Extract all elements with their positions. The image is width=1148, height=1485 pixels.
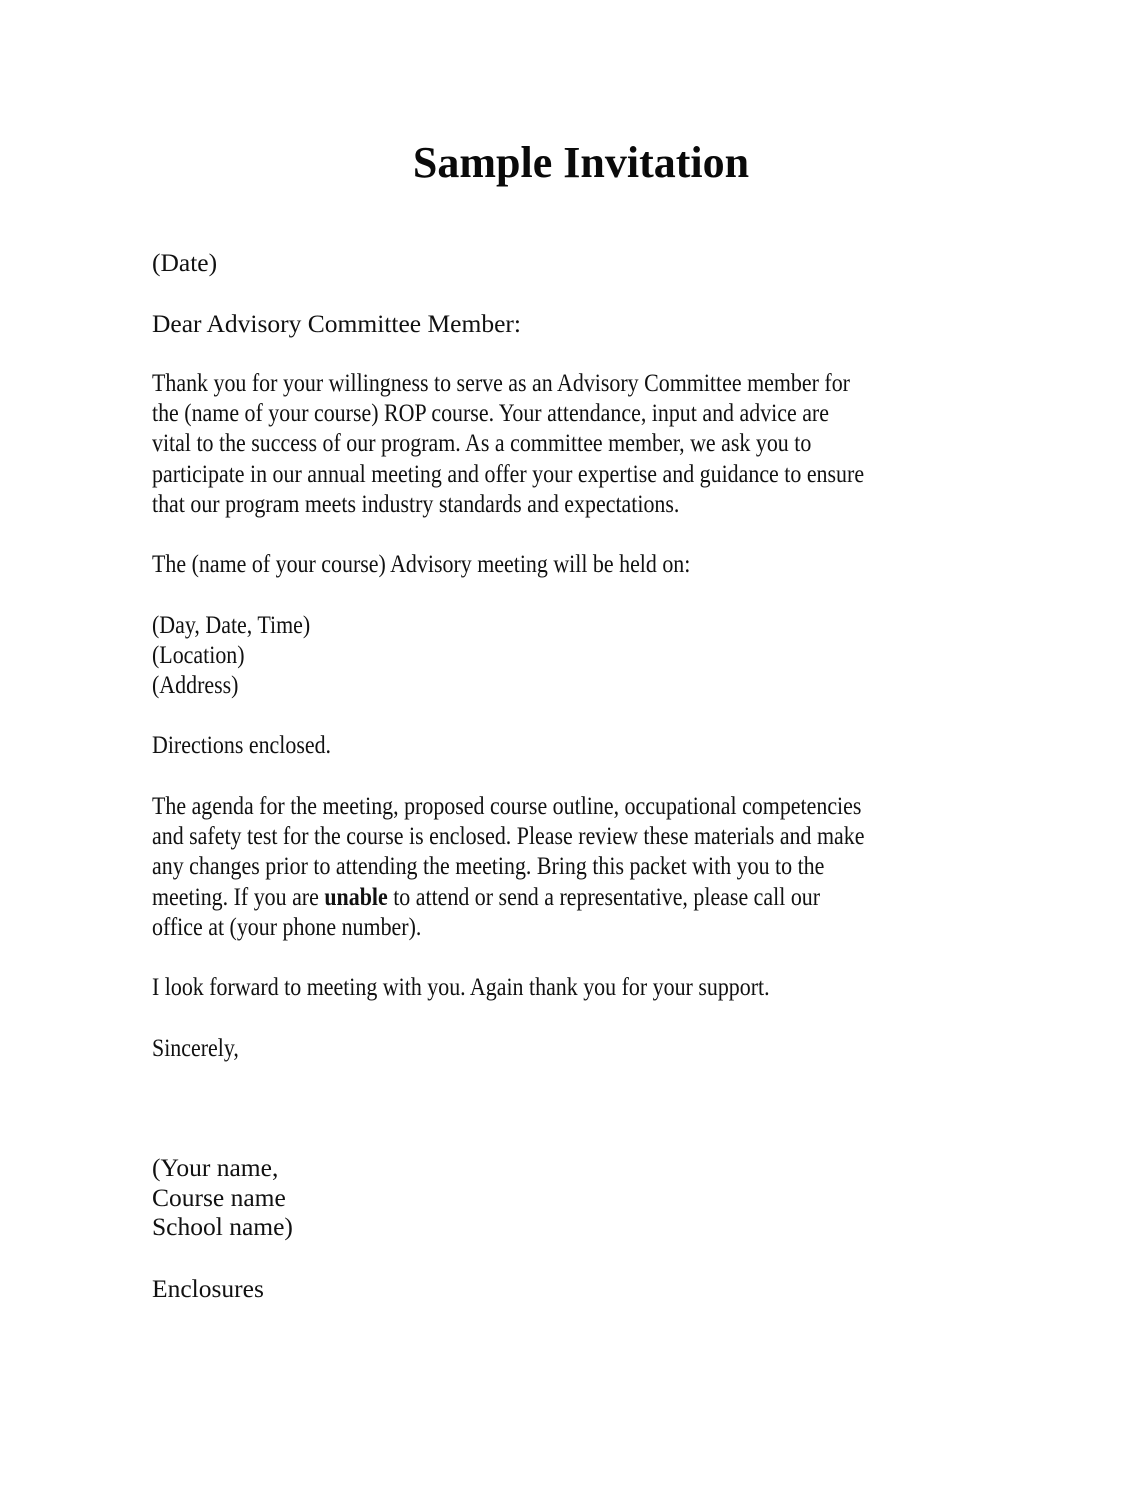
- directions: [152, 730, 360, 760]
- paragraph-line: The agenda for the meeting, proposed course outline, occupational competencies: [152, 791, 862, 820]
- paragraph-line: Thank you for your willingness to serve as an Advisory Committee member for: [152, 368, 850, 397]
- meeting-address: (Address): [152, 670, 239, 700]
- text-segment: to attend or send a representative, please call our: [387, 881, 821, 911]
- meeting-datetime: (Day, Date, Time): [152, 610, 311, 639]
- valediction: [152, 1033, 253, 1063]
- closing-line: [152, 972, 870, 1002]
- paragraph-line: any changes prior to attending the meeting. Bring this packet with you to the: [152, 851, 825, 881]
- signature-block: [152, 1153, 293, 1242]
- enclosures: Enclosures: [152, 1274, 264, 1303]
- paragraph-line: and safety test for the course is enclosed. Please review these materials and make: [152, 821, 865, 851]
- signature-name: (Your name,: [152, 1153, 279, 1182]
- paragraph-agenda: [152, 791, 980, 942]
- meeting-intro: [152, 549, 778, 579]
- paragraph-line: participate in our annual meeting and offer your expertise and guidance to ensure: [152, 458, 865, 488]
- paragraph-line: that our program meets industry standards and expectations.: [152, 488, 680, 518]
- date-placeholder: (Date): [152, 248, 218, 277]
- paragraph-line: office at (your phone number).: [152, 911, 422, 941]
- closing-line-text: I look forward to meeting with you. Again thank you for your support.: [152, 972, 770, 1001]
- meeting-location: (Location): [152, 640, 245, 670]
- emphasis-unable: unable: [324, 881, 388, 911]
- paragraph-line: [152, 882, 864, 912]
- paragraph-intro: [152, 368, 980, 519]
- signature-school: School name): [152, 1212, 293, 1241]
- directions-text: Directions enclosed.: [152, 730, 332, 759]
- text-segment: meeting. If you are: [152, 881, 325, 911]
- paragraph-line: vital to the success of our program. As a committee member, we ask you to: [152, 428, 812, 458]
- salutation: Dear Advisory Committee Member:: [152, 309, 521, 338]
- document-title: Sample Invitation: [412, 138, 750, 187]
- valediction-text: Sincerely,: [152, 1033, 239, 1062]
- signature-course: Course name: [152, 1182, 286, 1212]
- meeting-intro-text: The (name of your course) Advisory meeting will be held on:: [152, 549, 691, 578]
- meeting-details: [152, 610, 336, 701]
- paragraph-line: the (name of your course) ROP course. Your attendance, input and advice are: [152, 398, 829, 428]
